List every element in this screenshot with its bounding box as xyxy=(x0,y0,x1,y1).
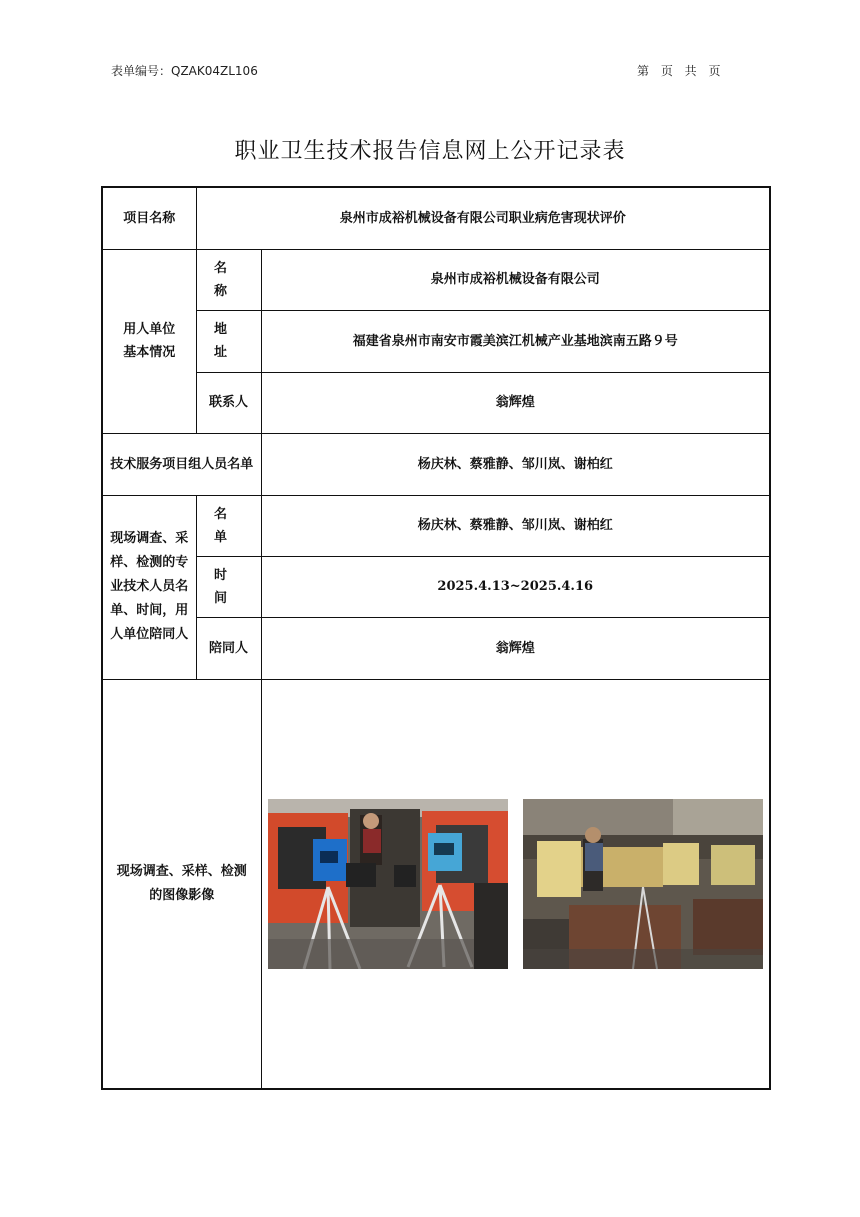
images-label: 现场调查、采样、检测的图像影像 xyxy=(102,679,261,1089)
employer-address-value: 福建省泉州市南安市霞美滨江机械产业基地滨南五路９号 xyxy=(261,310,770,372)
site-photo-workshop xyxy=(523,799,763,969)
employer-name-row xyxy=(102,249,770,310)
survey-label: 现场调查、采样、检测的专业技术人员名单、时间，用人单位陪同人 xyxy=(102,495,196,679)
project-row xyxy=(102,187,770,249)
survey-escort-row xyxy=(102,617,770,679)
survey-escort-label: 陪同人 xyxy=(196,617,261,679)
project-value: 泉州市成裕机械设备有限公司职业病危害现状评价 xyxy=(196,187,770,249)
employer-address-label: 地址 xyxy=(196,310,261,372)
team-row xyxy=(102,433,770,495)
employer-address-row xyxy=(102,310,770,372)
employer-name-label: 名称 xyxy=(196,249,261,310)
team-value: 杨庆林、蔡雅静、邹川岚、谢柏红 xyxy=(261,433,770,495)
survey-time-label: 时间 xyxy=(196,556,261,617)
form-number: 表单编号：QZAK04ZL106 xyxy=(111,64,258,78)
employer-name-value: 泉州市成裕机械设备有限公司 xyxy=(261,249,770,310)
record-table xyxy=(101,186,771,1090)
survey-names-value: 杨庆林、蔡雅静、邹川岚、谢柏红 xyxy=(261,495,770,556)
photo-strip xyxy=(262,799,770,969)
survey-escort-value: 翁辉煌 xyxy=(261,617,770,679)
survey-names-label: 名单 xyxy=(196,495,261,556)
site-photo-sampling xyxy=(268,799,508,969)
survey-time-row xyxy=(102,556,770,617)
project-label: 项目名称 xyxy=(102,187,196,249)
employer-contact-row xyxy=(102,372,770,433)
employer-label: 用人单位基本情况 xyxy=(102,249,196,433)
team-label: 技术服务项目组人员名单 xyxy=(102,433,261,495)
page-info: 第 页 共 页 xyxy=(637,64,721,78)
images-cell xyxy=(261,679,770,1089)
images-row xyxy=(102,679,770,1089)
survey-time-value: 2025.4.13~2025.4.16 xyxy=(261,556,770,617)
survey-names-row xyxy=(102,495,770,556)
document-title: 职业卫生技术报告信息网上公开记录表 xyxy=(234,139,626,164)
employer-contact-label: 联系人 xyxy=(196,372,261,433)
employer-contact-value: 翁辉煌 xyxy=(261,372,770,433)
